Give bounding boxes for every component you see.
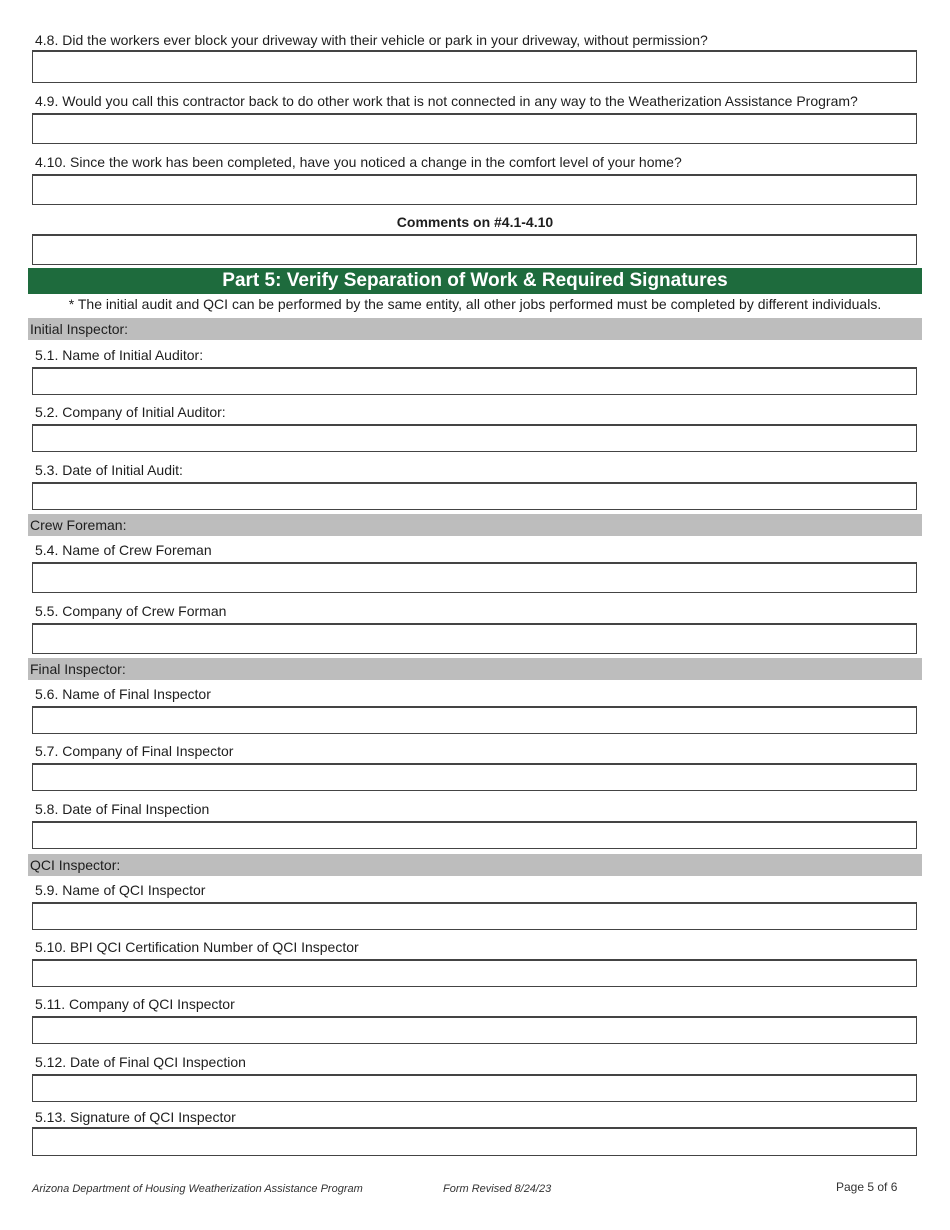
question-4-9-label: 4.9. Would you call this contractor back to do other work that is not connected in any way to the Weatherization Assistance Program? — [35, 93, 858, 109]
qci-certification-number-input[interactable] — [33, 961, 916, 986]
comments-label: Comments on #4.1-4.10 — [396, 214, 554, 230]
field-5-11-label: 5.11. Company of QCI Inspector — [35, 996, 235, 1012]
question-4-8-input[interactable] — [33, 52, 916, 82]
field-5-3-label: 5.3. Date of Initial Audit: — [35, 462, 183, 478]
initial-auditor-name-input[interactable] — [33, 369, 916, 394]
footer-program: Arizona Department of Housing Weatherization Assistance Program — [32, 1183, 363, 1195]
field-5-7-label: 5.7. Company of Final Inspector — [35, 743, 234, 759]
field-5-4[interactable] — [32, 562, 917, 593]
section-qci-inspector: QCI Inspector: — [28, 854, 922, 876]
footer-revised: Form Revised 8/24/23 — [443, 1183, 552, 1195]
field-5-5-label: 5.5. Company of Crew Forman — [35, 603, 227, 619]
separation-note: * The initial audit and QCI can be performed by the same entity, all other jobs performed must be completed by different individuals. — [68, 296, 882, 312]
field-5-7[interactable] — [32, 763, 917, 791]
page-number: Page 5 of 6 — [836, 1180, 898, 1194]
field-5-13[interactable] — [32, 1127, 917, 1156]
question-4-10-field[interactable] — [32, 174, 917, 205]
field-5-2-label: 5.2. Company of Initial Auditor: — [35, 404, 226, 420]
field-5-12-label: 5.12. Date of Final QCI Inspection — [35, 1054, 246, 1070]
field-5-3[interactable] — [32, 482, 917, 510]
initial-auditor-company-input[interactable] — [33, 426, 916, 451]
part-5-header: Part 5: Verify Separation of Work & Required Signatures — [28, 268, 922, 294]
question-4-10-input[interactable] — [33, 176, 916, 204]
question-4-8-label: 4.8. Did the workers ever block your driveway with their vehicle or park in your driveway, without permission? — [35, 32, 708, 48]
section-final-inspector: Final Inspector: — [28, 658, 922, 680]
section-crew-foreman: Crew Foreman: — [28, 514, 922, 536]
field-5-9-label: 5.9. Name of QCI Inspector — [35, 882, 206, 898]
question-4-9-field[interactable] — [32, 113, 917, 144]
initial-audit-date-input[interactable] — [33, 484, 916, 509]
field-5-1-label: 5.1. Name of Initial Auditor: — [35, 347, 204, 363]
question-4-9-input[interactable] — [33, 115, 916, 143]
field-5-5[interactable] — [32, 623, 917, 654]
field-5-1[interactable] — [32, 367, 917, 395]
qci-signature-input[interactable] — [33, 1129, 916, 1155]
final-inspector-name-input[interactable] — [33, 708, 916, 733]
qci-inspector-name-input[interactable] — [33, 904, 916, 929]
field-5-2[interactable] — [32, 424, 917, 452]
final-inspector-company-input[interactable] — [33, 765, 916, 790]
field-5-6[interactable] — [32, 706, 917, 734]
qci-inspector-company-input[interactable] — [33, 1018, 916, 1043]
question-4-10-label: 4.10. Since the work has been completed, have you noticed a change in the comfort level of your home? — [35, 154, 682, 170]
question-4-8-field[interactable] — [32, 50, 917, 83]
comments-field[interactable] — [32, 234, 917, 265]
field-5-6-label: 5.6. Name of Final Inspector — [35, 686, 211, 702]
crew-foreman-name-input[interactable] — [33, 564, 916, 592]
section-initial-inspector: Initial Inspector: — [28, 318, 922, 340]
qci-inspection-date-input[interactable] — [33, 1076, 916, 1101]
field-5-4-label: 5.4. Name of Crew Foreman — [35, 542, 212, 558]
crew-foreman-company-input[interactable] — [33, 625, 916, 653]
field-5-10-label: 5.10. BPI QCI Certification Number of QCI Inspector — [35, 939, 359, 955]
comments-input[interactable] — [33, 236, 916, 264]
field-5-11[interactable] — [32, 1016, 917, 1044]
field-5-8-label: 5.8. Date of Final Inspection — [35, 801, 210, 817]
final-inspection-date-input[interactable] — [33, 823, 916, 848]
field-5-9[interactable] — [32, 902, 917, 930]
field-5-10[interactable] — [32, 959, 917, 987]
field-5-12[interactable] — [32, 1074, 917, 1102]
field-5-8[interactable] — [32, 821, 917, 849]
field-5-13-label: 5.13. Signature of QCI Inspector — [35, 1109, 236, 1125]
